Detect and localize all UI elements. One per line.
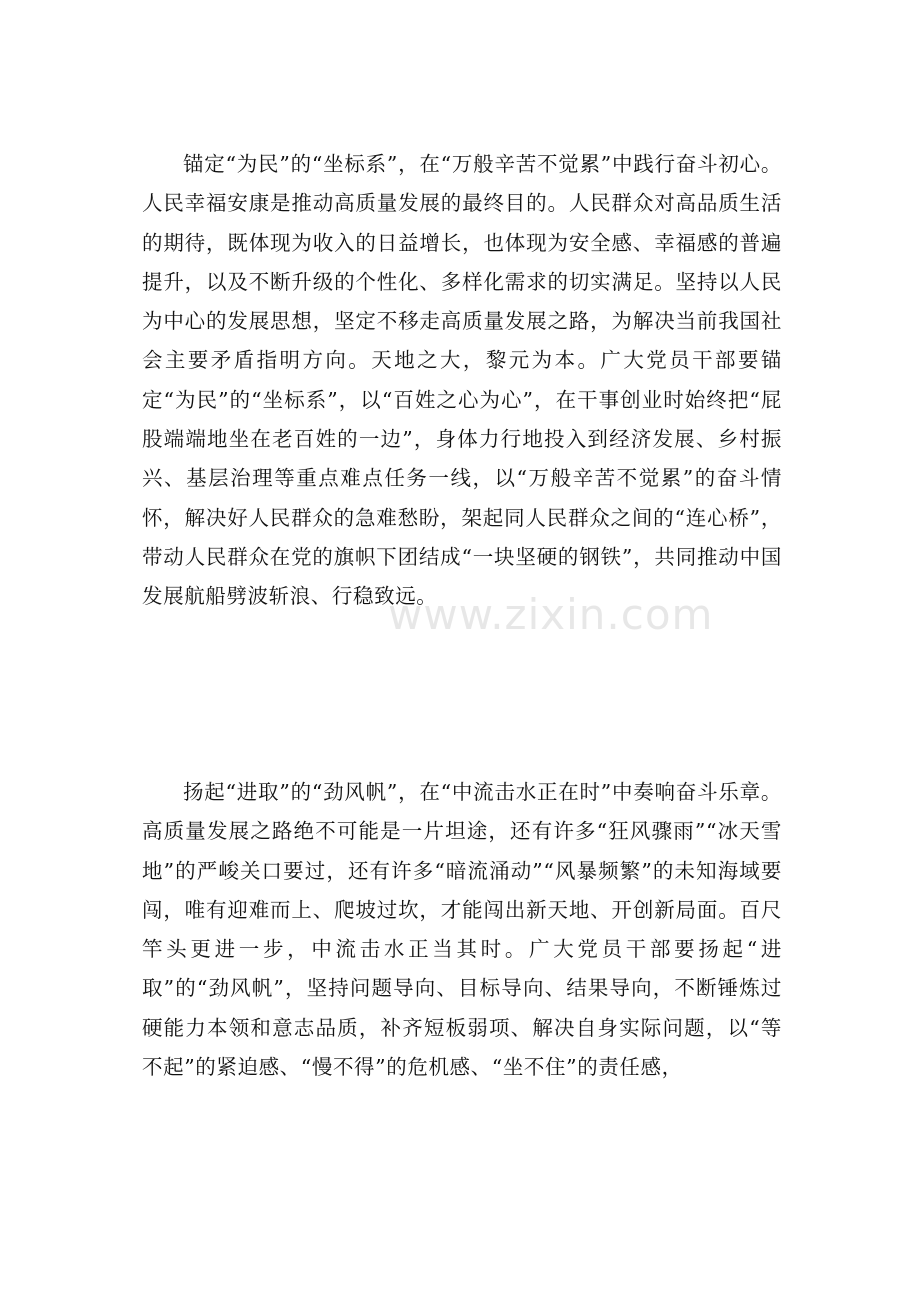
paragraph-1: 锚定“为民”的“坐标系”，在“万般辛苦不觉累”中践行奋斗初心。人民幸福安康是推动高质量发展的最终目的。人民群众对高品质生活的期待，既体现为收入的日益增长，也体现为安全感、幸福感的普遍提升，以及不断升级的个性化、多样化需求的切实满足。坚持以人民为中心的发展思想，坚定不移走高质量发展之路，为解决当前我国社会主要矛盾指明方向。天地之大，黎元为本。广大党员干部要锚定“为民”的“坐标系”，以“百姓之心为心”，在干事创业时始终把“屁股端端地坐在老百姓的一边”，身体力行地投入到经济发展、乡村振兴、基层治理等重点难点任务一线，以“万般辛苦不觉累”的奋斗情怀，解决好人民群众的急难愁盼，架起同人民群众之间的“连心桥”，带动人民群众在党的旗帜下团结成“一块坚硬的钢铁”，共同推动中国发展航船劈波斩浪、行稳致远。 bbox=[142, 152, 782, 609]
watermark: www.zixin.com bbox=[388, 590, 714, 639]
paragraph-2: 扬起“进取”的“劲风帆”，在“中流击水正在时”中奏响奋斗乐章。高质量发展之路绝不可能是一片坦途，还有许多“狂风骤雨”“冰天雪地”的严峻关口要过，还有许多“暗流涌动”“风暴频繁”的未知海域要闯，唯有迎难而上、爬坡过坎，才能闯出新天地、开创新局面。百尺竿头更进一步，中流击水正当其时。广大党员干部要扬起“进取”的“劲风帆”，坚持问题导向、目标导向、结果导向，不断锤炼过硬能力本领和意志品质，补齐短板弱项、解决自身实际问题，以“等不起”的紧迫感、“慢不得”的危机感、“坐不住”的责任感， bbox=[142, 780, 782, 1080]
